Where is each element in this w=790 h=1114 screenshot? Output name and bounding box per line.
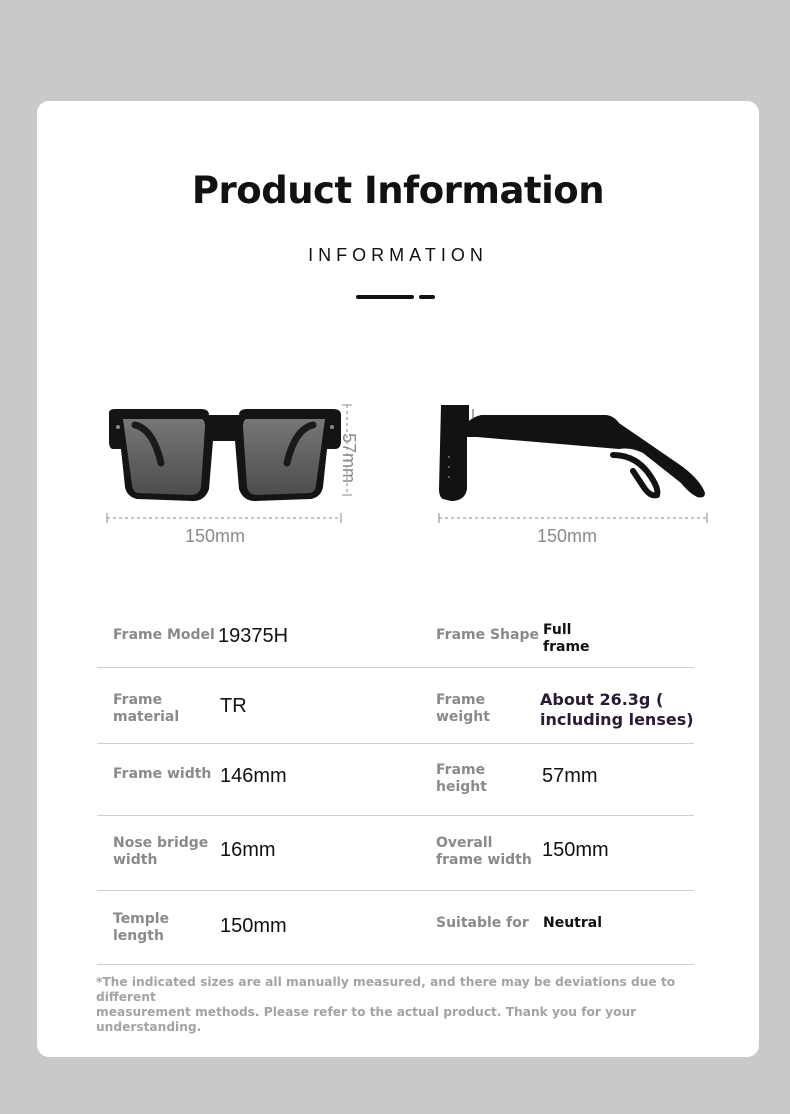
spec-table xyxy=(97,597,694,965)
temple-label-1: Temple xyxy=(113,911,170,927)
page-subtitle: INFORMATION xyxy=(308,245,488,265)
frame-width-label: Frame width xyxy=(113,766,212,782)
frame-width-value: 146mm xyxy=(220,765,287,787)
product-info-card xyxy=(37,101,759,1057)
table-row xyxy=(97,668,694,744)
title-divider-short xyxy=(419,295,435,299)
front-width-label: 150mm xyxy=(185,526,246,546)
nose-bridge-value: 16mm xyxy=(220,839,276,861)
glasses-side-view xyxy=(437,397,713,527)
overall-width-label-1: Overall xyxy=(436,835,493,851)
frame-weight-value-1: About 26.3g ( xyxy=(540,690,664,709)
frame-height-label-1: Frame xyxy=(436,762,486,778)
overall-width-label-2: frame width xyxy=(436,852,532,868)
nose-bridge-label-1: Nose bridge xyxy=(113,835,209,851)
frame-material-value: TR xyxy=(220,695,247,717)
front-height-label: 57mm xyxy=(339,433,359,484)
frame-model-value: 19375H xyxy=(218,625,289,647)
frame-shape-value-1: Full xyxy=(543,622,572,638)
overall-width-value: 150mm xyxy=(542,839,609,861)
frame-height-value: 57mm xyxy=(542,765,598,787)
footnote-line-2: measurement methods. Please refer to the actual product. Thank you for your understanding. xyxy=(96,1005,637,1034)
temple-label-2: length xyxy=(113,928,164,944)
suitable-label: Suitable for xyxy=(436,915,529,931)
table-row xyxy=(97,891,694,965)
table-row xyxy=(97,816,694,891)
page-title: Product Information xyxy=(191,169,605,212)
temple-value: 150mm xyxy=(220,915,287,937)
table-row xyxy=(97,597,694,668)
side-length-label: 150mm xyxy=(537,526,598,546)
frame-height-label-2: height xyxy=(436,779,487,795)
table-row xyxy=(97,744,694,816)
nose-bridge-label-2: width xyxy=(113,852,158,868)
frame-material-label-1: Frame xyxy=(113,692,163,708)
glasses-front-view xyxy=(105,401,355,531)
footnote-line-1: *The indicated sizes are all manually measured, and there may be deviations due to different xyxy=(96,975,676,1004)
title-divider-long xyxy=(356,295,414,299)
frame-weight-value-2: including lenses) xyxy=(540,710,694,729)
suitable-value: Neutral xyxy=(543,915,603,931)
frame-shape-label: Frame Shape xyxy=(436,627,539,643)
frame-material-label-2: material xyxy=(113,709,180,725)
frame-weight-label-2: weight xyxy=(436,709,490,725)
frame-weight-label-1: Frame xyxy=(436,692,486,708)
frame-model-label: Frame Model xyxy=(113,627,215,643)
frame-shape-value-2: frame xyxy=(543,639,590,655)
measurement-footnote xyxy=(96,975,716,1035)
